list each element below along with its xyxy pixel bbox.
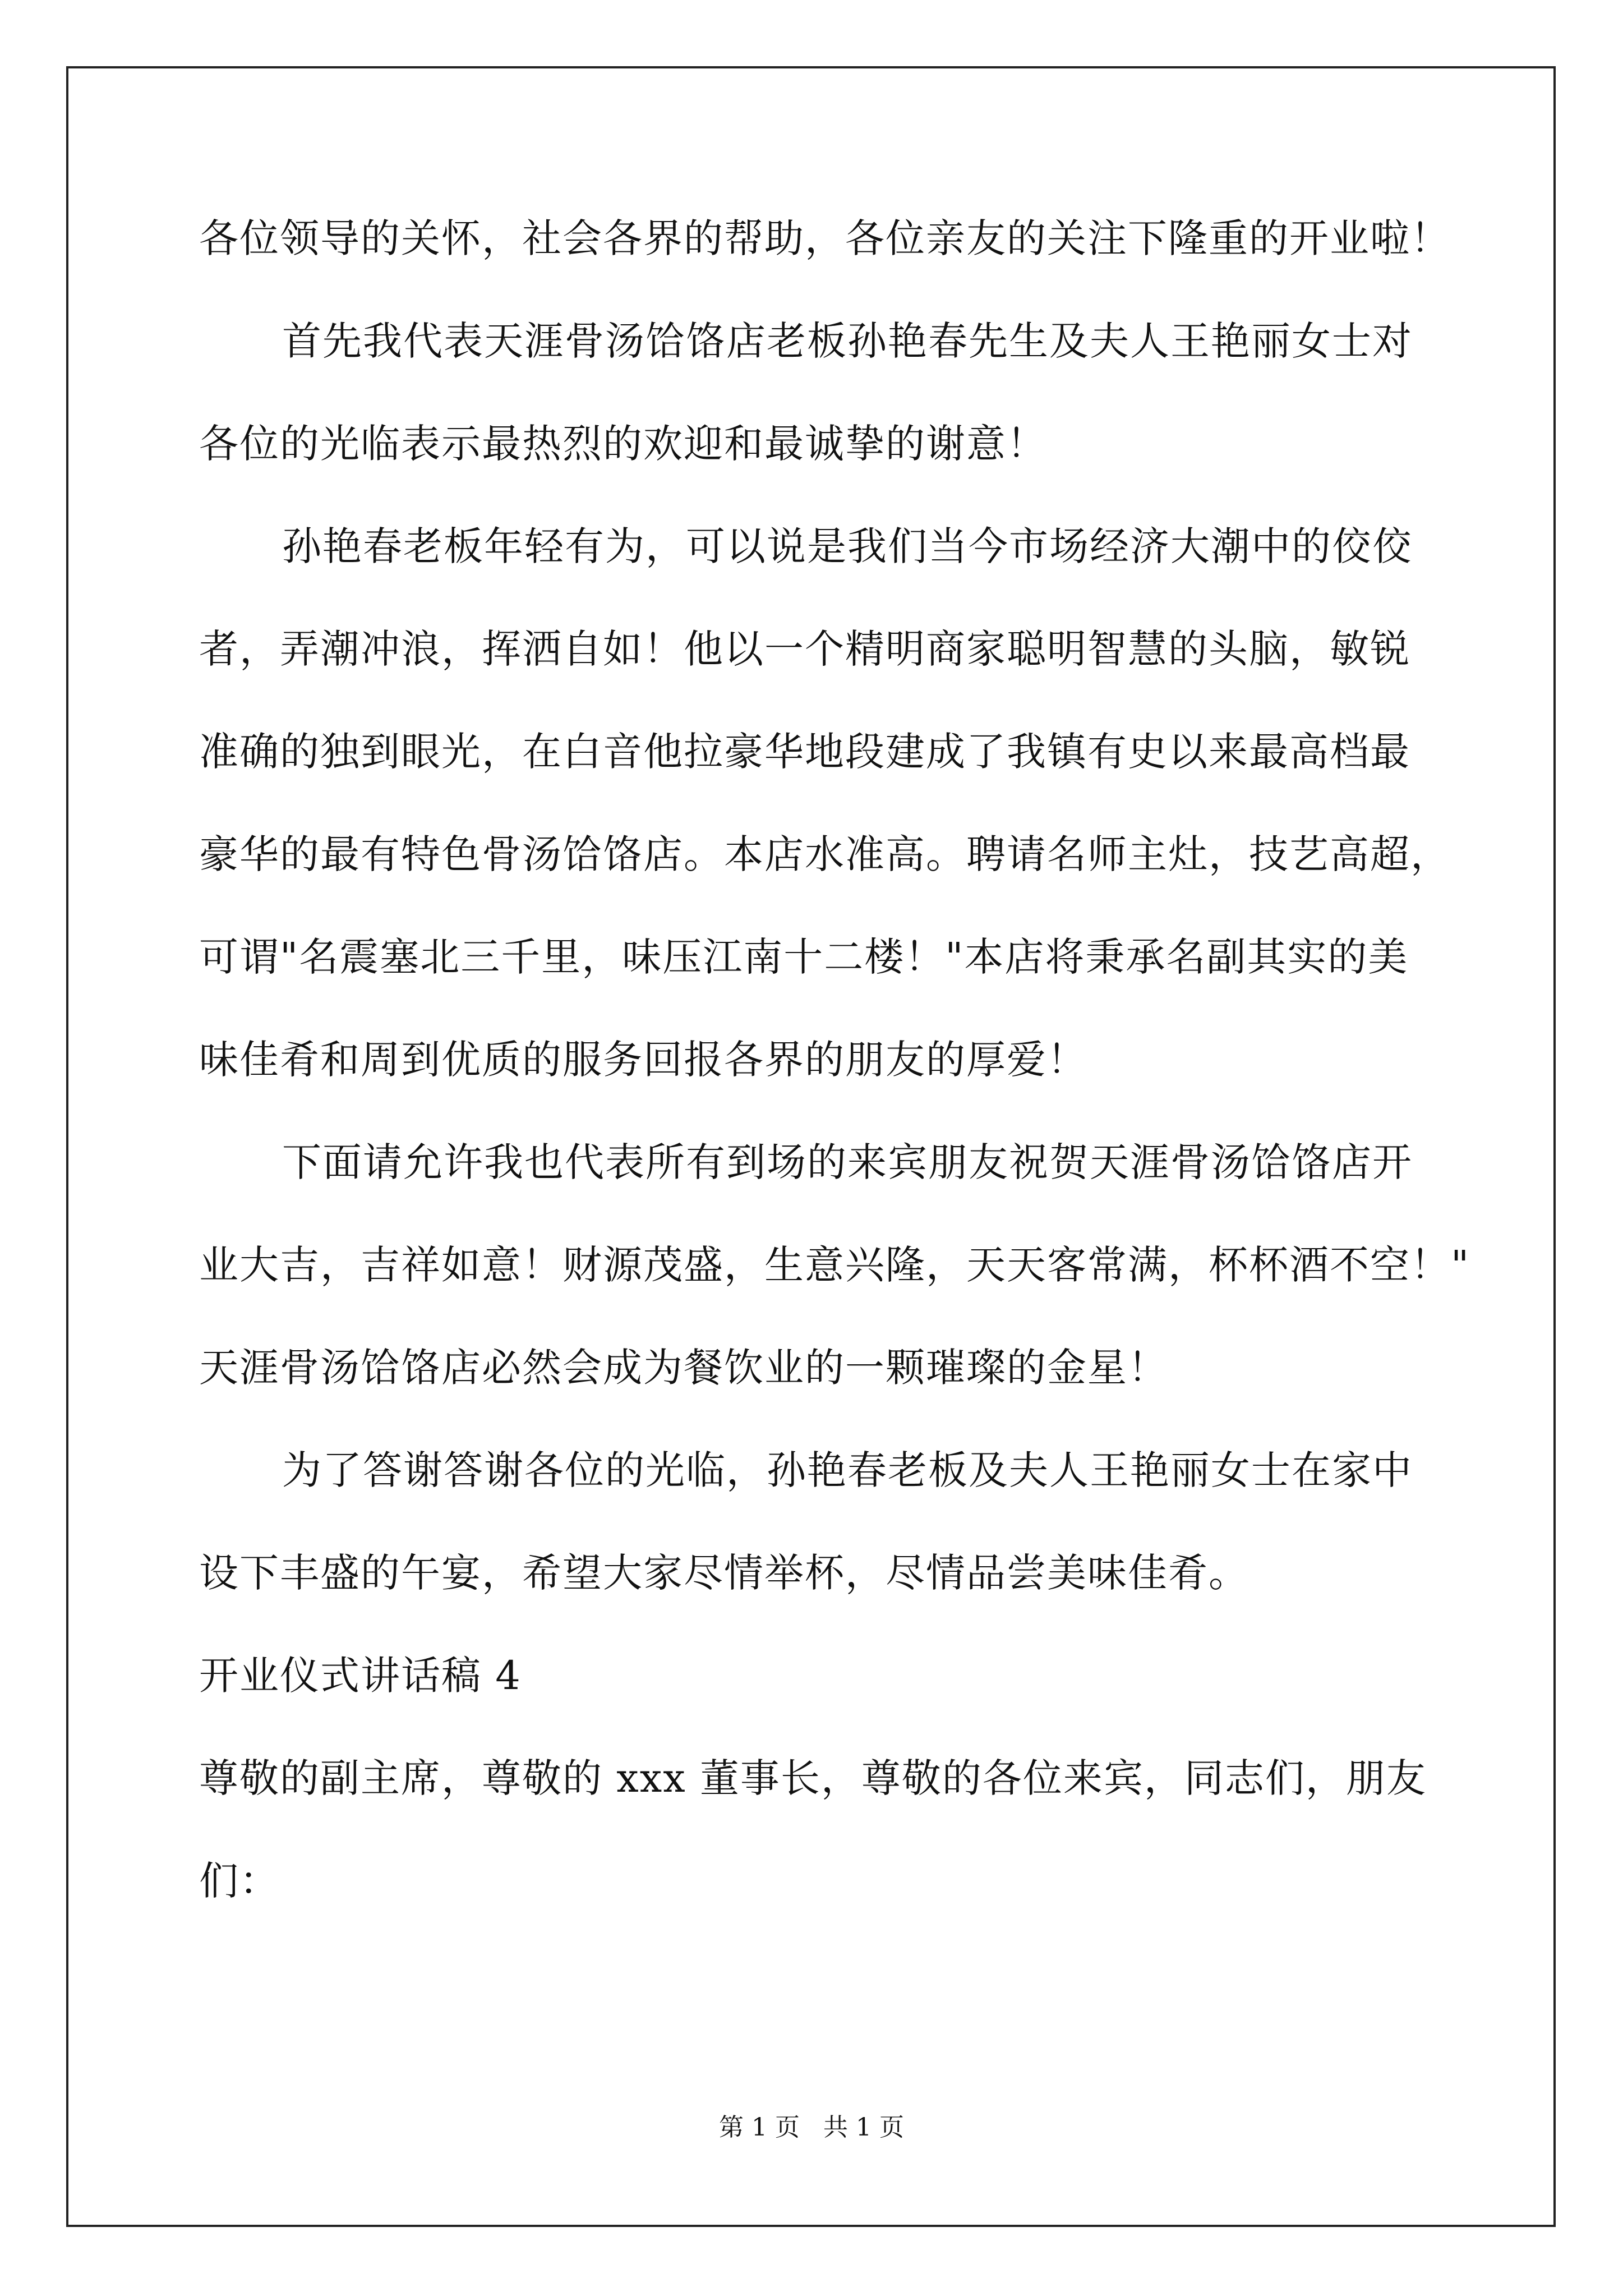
text-line: 味佳肴和周到优质的服务回报各界的朋友的厚爱！	[199, 1037, 1087, 1083]
text-line: 们：	[199, 1858, 280, 1904]
text-line: 各位领导的关怀，社会各界的帮助，各位亲友的关注下隆重的开业啦！	[199, 215, 1451, 261]
text-line: 各位的光临表示最热烈的欢迎和最诚挚的谢意！	[199, 421, 1047, 467]
text-line: 天涯骨汤饸饹店必然会成为餐饮业的一颗璀璨的金星！	[199, 1345, 1168, 1391]
text-line: 者，弄潮冲浪，挥洒自如！他以一个精明商家聪明智慧的头脑，敏锐	[199, 626, 1410, 672]
paragraph-line: 为了答谢答谢各位的光临，孙艳春老板及夫人王艳丽女士在家中	[282, 1447, 1413, 1493]
section-heading: 开业仪式讲话稿 4	[199, 1653, 522, 1699]
text-line: 业大吉，吉祥如意！财源茂盛，生意兴隆，天天客常满，杯杯酒不空！"	[199, 1242, 1470, 1288]
text-line: 可谓"名震塞北三千里，味压江南十二楼！"本店将秉承名副其实的美	[199, 934, 1409, 980]
paragraph-line: 孙艳春老板年轻有为，可以说是我们当今市场经济大潮中的佼佼	[282, 523, 1413, 569]
paragraph-line: 首先我代表天涯骨汤饸饹店老板孙艳春先生及夫人王艳丽女士对	[282, 318, 1413, 364]
text-line: 豪华的最有特色骨汤饸饹店。本店水准高。聘请名师主灶，技艺高超，	[199, 831, 1451, 877]
text-line: 设下丰盛的午宴，希望大家尽情举杯，尽情品尝美味佳肴。	[199, 1550, 1249, 1596]
text-line: 尊敬的副主席，尊敬的 xxx 董事长，尊敬的各位来宾，同志们，朋友	[199, 1755, 1427, 1801]
page-number-footer: 第 1 页 共 1 页	[719, 2113, 904, 2142]
paragraph-line: 下面请允许我也代表所有到场的来宾朋友祝贺天涯骨汤饸饹店开	[282, 1139, 1413, 1185]
text-line: 准确的独到眼光，在白音他拉豪华地段建成了我镇有史以来最高档最	[199, 729, 1410, 775]
